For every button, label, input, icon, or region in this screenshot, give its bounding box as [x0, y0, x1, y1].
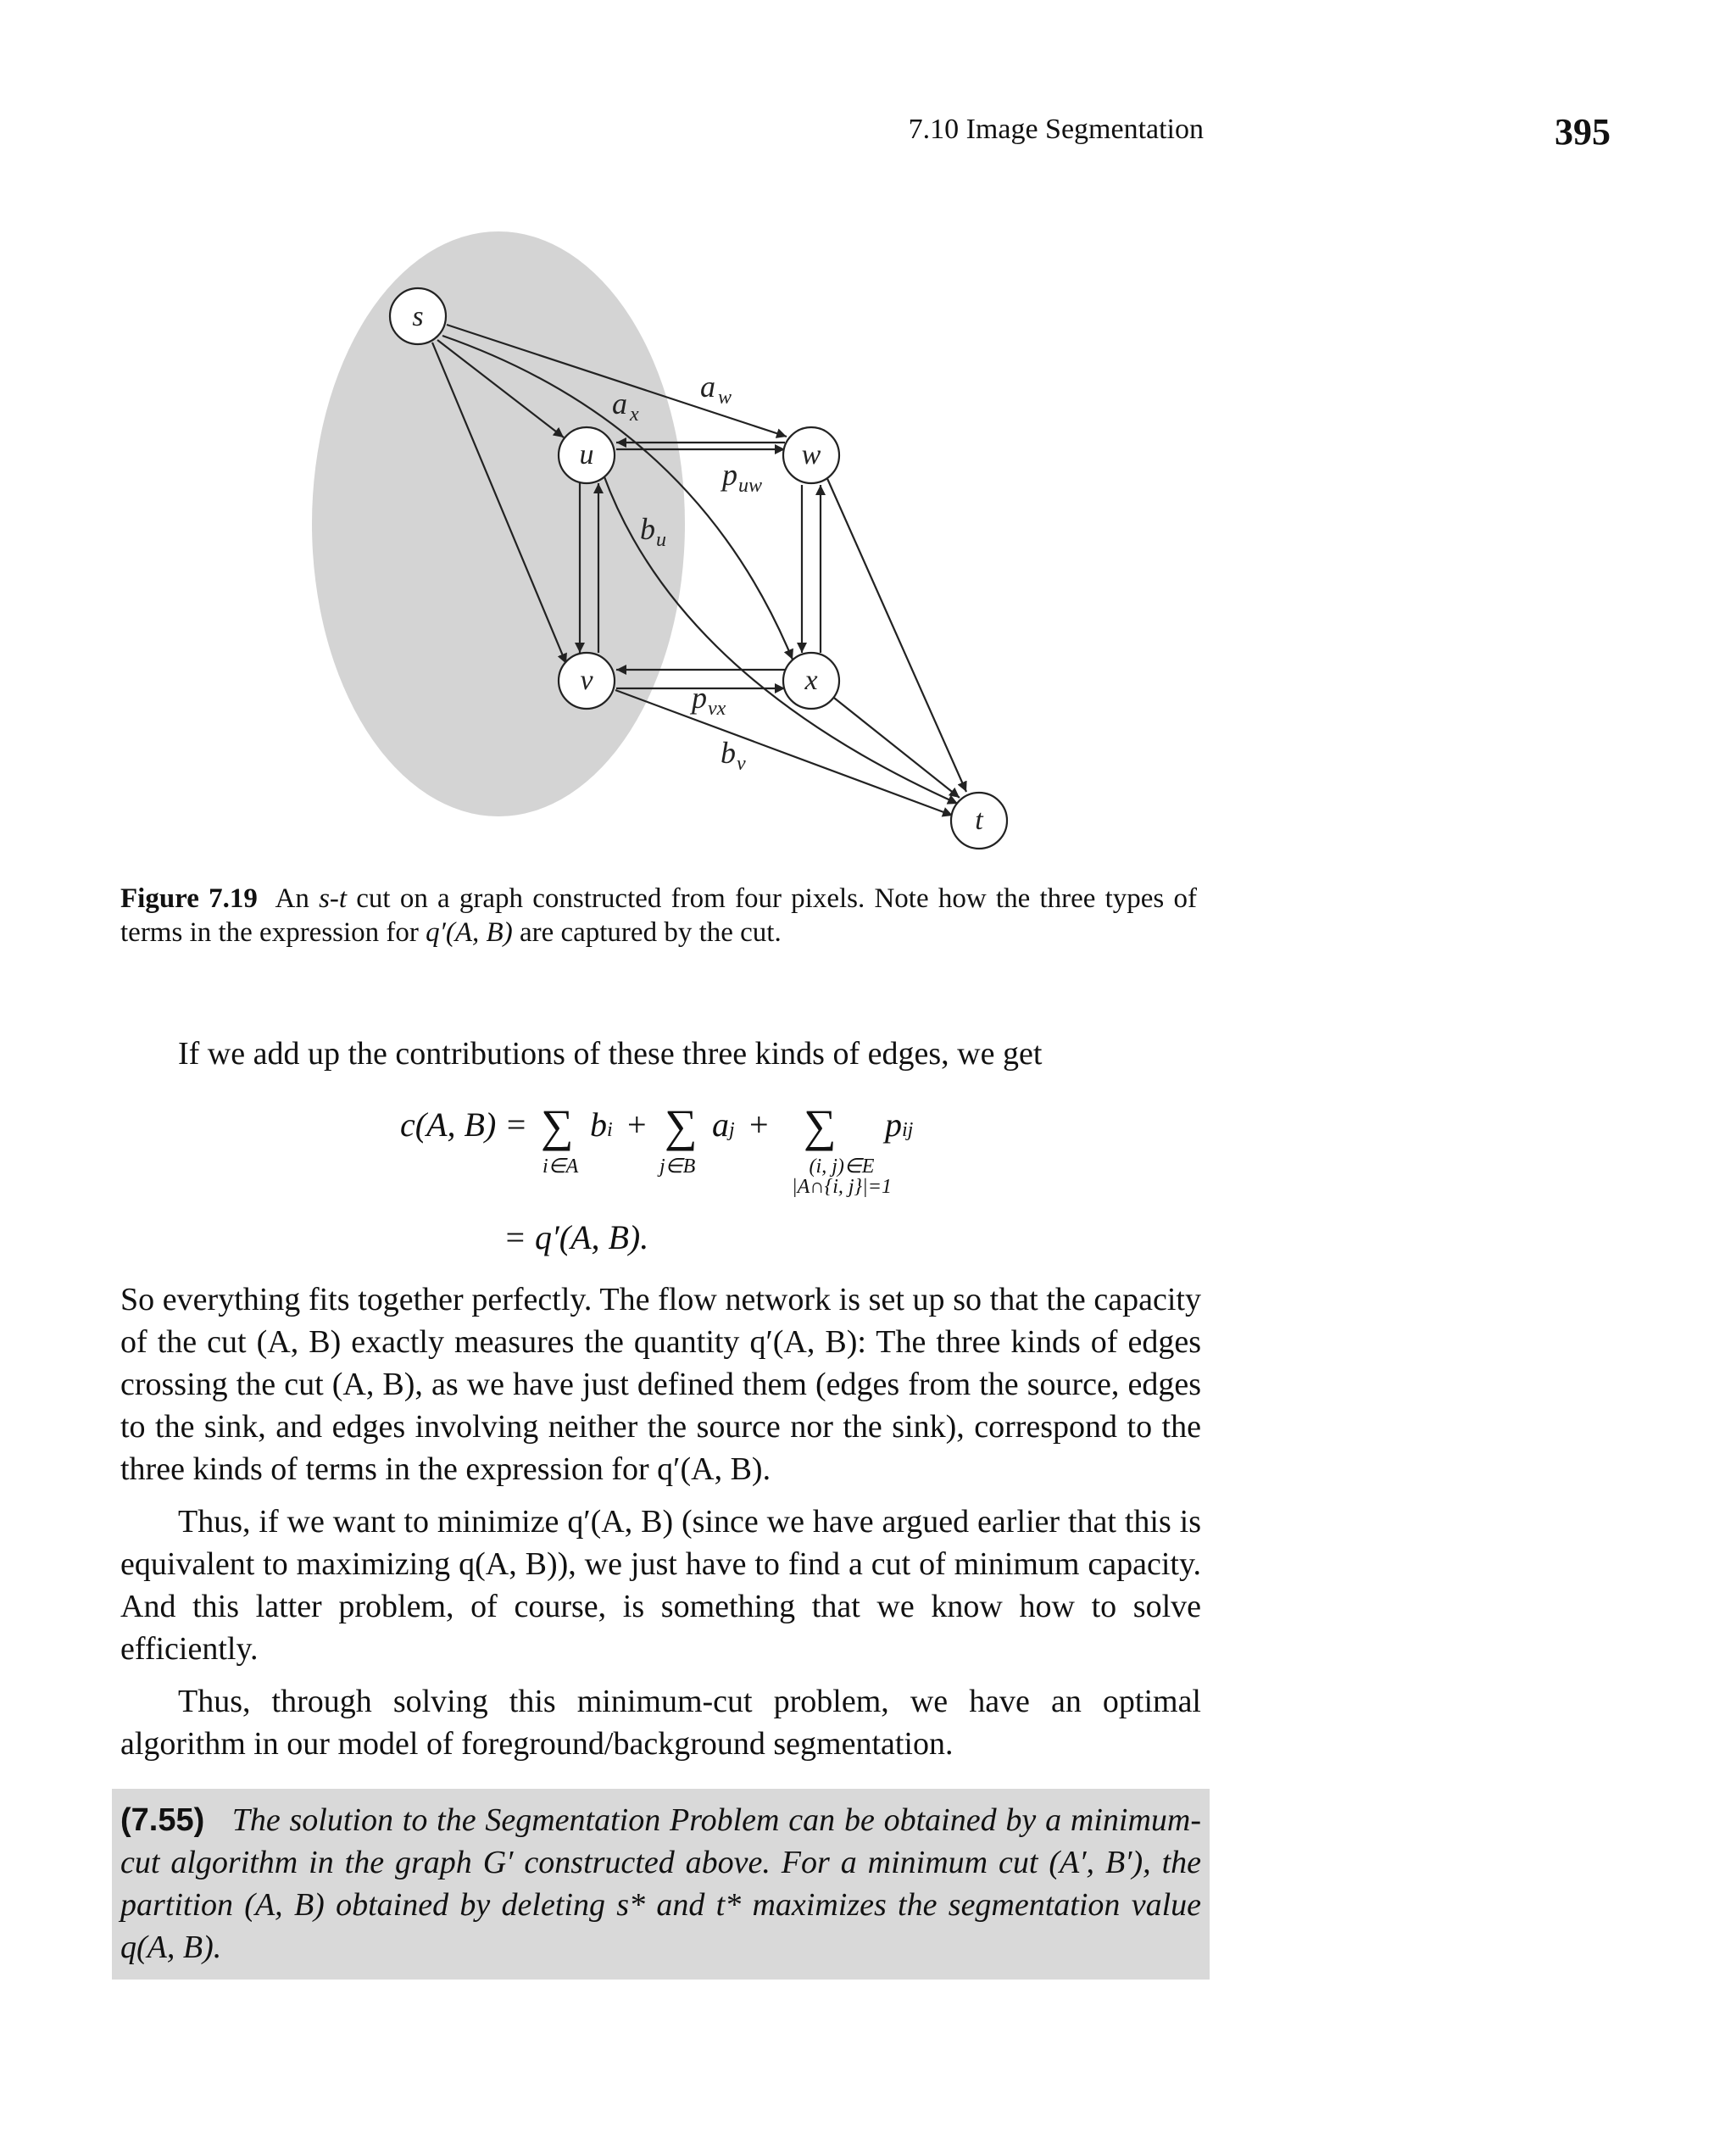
caption-qprime: q′(A, B): [426, 917, 513, 948]
svg-text:vx: vx: [708, 698, 726, 720]
svg-text:t: t: [975, 805, 983, 836]
edge-w-t: [826, 475, 966, 792]
caption-text-3: are captured by the cut.: [512, 917, 782, 948]
sum-symbol-1: ∑: [541, 1100, 574, 1151]
equation-line2: = q′(A, B).: [504, 1218, 649, 1256]
figure-caption: [120, 882, 1197, 949]
svg-text:b: b: [721, 736, 736, 770]
theorem-text: The solution to the Segmentation Problem can be obtained by a minimum-cut algorithm in the graph G′ constructed above. For a minimum cut (A′, B′), the partition (A, B) obtained by deleting s* and t* maximizes the segmentation value q(A, B).: [120, 1802, 1201, 1965]
svg-text:x: x: [630, 404, 639, 426]
svg-text:s: s: [412, 301, 424, 332]
theorem-statement: [120, 1799, 1201, 1969]
svg-text:a: a: [700, 370, 715, 404]
plus-1: +: [627, 1105, 647, 1144]
sum1-index: i∈A: [542, 1156, 579, 1178]
svg-text:v: v: [580, 665, 593, 696]
node-t: [951, 793, 1007, 849]
svg-text:v: v: [737, 753, 746, 775]
sum2-index: j∈B: [659, 1156, 696, 1178]
equation-lhs: c(A, B) =: [400, 1105, 528, 1144]
svg-text:b: b: [640, 512, 655, 546]
svg-text:x: x: [804, 665, 818, 696]
equation: [400, 1100, 993, 1206]
paragraph-3: Thus, through solving this minimum-cut problem, we have an optimal algorithm in our model of foreground/background segmentation.: [120, 1684, 1201, 1762]
sum3-index-line1: (i, j)∈E: [809, 1156, 875, 1178]
sum3-index-line2: |A∩{i, j}|=1: [792, 1176, 892, 1198]
sum1-term: bi: [590, 1105, 613, 1144]
intro-paragraph: If we add up the contributions of these three kinds of edges, we get: [178, 1036, 1043, 1072]
paragraph-2: Thus, if we want to minimize q′(A, B) (since we have argued earlier that this is equivalent to maximizing q(A, B)), we just have to find a cut of minimum capacity. And this latter problem, of course, is something that we know how to solve efficiently.: [120, 1504, 1201, 1667]
svg-text:w: w: [801, 439, 821, 471]
label-p-uw: [720, 458, 762, 497]
label-p-vx: [689, 681, 726, 720]
svg-text:u: u: [656, 529, 666, 551]
cut-region: [312, 231, 685, 816]
paragraph-1: So everything fits together perfectly. The flow network is set up so that the capacity of the cut (A, B) exactly measures the quantity q′(A, B): The three kinds of edges crossing the cut (A, B), as we have just defined them (edges from the source, edges to the sink, and edges involving neither the source nor the sink), correspond to the three kinds of terms in the expression for q′(A, B).: [120, 1282, 1201, 1487]
plus-2: +: [749, 1105, 769, 1144]
node-v: [559, 653, 615, 709]
caption-st: s-t: [319, 883, 348, 914]
svg-text:p: p: [692, 681, 707, 715]
caption-text-2: cut on a graph constructed from four pixels. Note how the three types of terms in the expression for: [120, 883, 1197, 948]
edge-x-t: [831, 695, 960, 798]
sum-symbol-3: ∑: [804, 1100, 837, 1151]
label-b-v: [721, 736, 746, 775]
node-s: [390, 288, 446, 344]
label-a-w: [700, 370, 732, 409]
svg-text:w: w: [718, 387, 732, 409]
svg-text:a: a: [612, 387, 627, 420]
node-u: [559, 427, 615, 483]
body-paragraphs: [120, 1278, 1201, 1765]
sum3-term: pij: [885, 1105, 914, 1144]
svg-text:uw: uw: [738, 475, 763, 497]
node-x: [783, 653, 839, 709]
theorem-label: (7.55): [120, 1802, 205, 1838]
node-w: [783, 427, 839, 483]
sum-symbol-2: ∑: [665, 1100, 698, 1151]
svg-text:u: u: [579, 439, 594, 471]
running-header-title: 7.10 Image Segmentation: [908, 114, 1204, 145]
sum2-term: aj: [712, 1105, 735, 1144]
figure-label: Figure 7.19: [120, 883, 258, 914]
svg-text:p: p: [722, 458, 737, 492]
figure-graph: [0, 0, 1736, 865]
page-number: 395: [1555, 111, 1611, 153]
caption-text-1: An: [275, 883, 320, 914]
